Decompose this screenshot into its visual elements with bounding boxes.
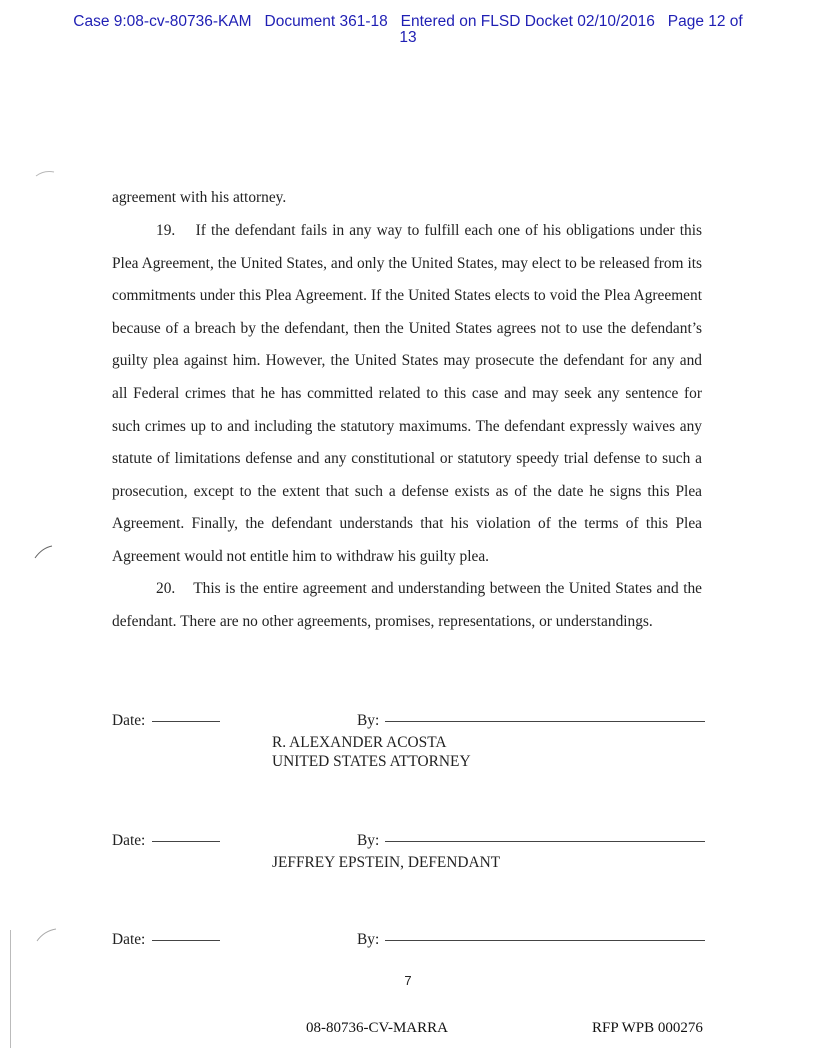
date-field-2	[112, 832, 220, 850]
signatory-1-title: UNITED STATES ATTORNEY	[272, 753, 471, 770]
date-field-3	[112, 931, 220, 949]
signature-blank-line	[385, 841, 705, 842]
bates-number: RFP WPB 000276	[592, 1020, 703, 1036]
date-blank-line	[152, 940, 220, 941]
by-field-1	[357, 712, 705, 730]
scan-mark-top	[34, 166, 58, 182]
docket-header-line1: Case 9:08-cv-80736-KAM Document 361-18 Entered on FLSD Docket 02/10/2016 Page 12 of	[73, 13, 743, 30]
by-label: By:	[357, 832, 380, 849]
date-label: Date:	[112, 712, 146, 729]
docket-header-line2: 13	[399, 29, 417, 46]
by-field-2	[357, 832, 705, 850]
date-field-1	[112, 712, 220, 730]
docket-header	[0, 14, 816, 46]
scan-edge-line	[10, 930, 11, 1048]
case-number-footer: 08-80736-CV-MARRA	[306, 1020, 448, 1036]
signature-blank-line	[385, 721, 705, 722]
scan-mark-mid	[32, 542, 56, 562]
signatory-2-name: JEFFREY EPSTEIN, DEFENDANT	[272, 854, 501, 871]
signature-blank-line	[385, 940, 705, 941]
paragraph-19: 19. If the defendant fails in any way to fulfill each one of his obligations under this Plea Agreement, the United States, and only the United States, may elect to be released from its commitments under this Plea Agreement. If the United States elects to void the Plea Agreement because of a breach by the defendant, then the United States agrees not to use the defendant’s guilty plea against him. However, the United States may prosecute the defendant for any and all Federal crimes that he has committed related to this case and may seek any sentence for such crimes up to and including the statutory maximums. The defendant expressly waives any statute of limitations defense and any constitutional or statutory speedy trial defense to such a prosecution, except to the extent that such a defense exists as of the date he signs this Plea Agreement. Finally, the defendant understands that his violation of the terms of this Plea Agreement would not entitle him to withdraw his guilty plea.	[112, 222, 702, 565]
page-number: 7	[404, 973, 412, 988]
date-label: Date:	[112, 931, 146, 948]
date-blank-line	[152, 721, 220, 722]
by-label: By:	[357, 931, 380, 948]
date-blank-line	[152, 841, 220, 842]
continuation-text: agreement with his attorney.	[112, 189, 287, 206]
by-field-3	[357, 931, 705, 949]
by-label: By:	[357, 712, 380, 729]
paragraph-20: 20. This is the entire agreement and understanding between the United States and the defendant. There are no other agreements, promises, representations, or understandings.	[112, 580, 702, 630]
date-label: Date:	[112, 832, 146, 849]
signatory-1	[272, 733, 471, 771]
signatory-2	[272, 853, 500, 872]
scan-mark-bottom	[34, 925, 60, 945]
signatory-1-name: R. ALEXANDER ACOSTA	[272, 734, 447, 751]
